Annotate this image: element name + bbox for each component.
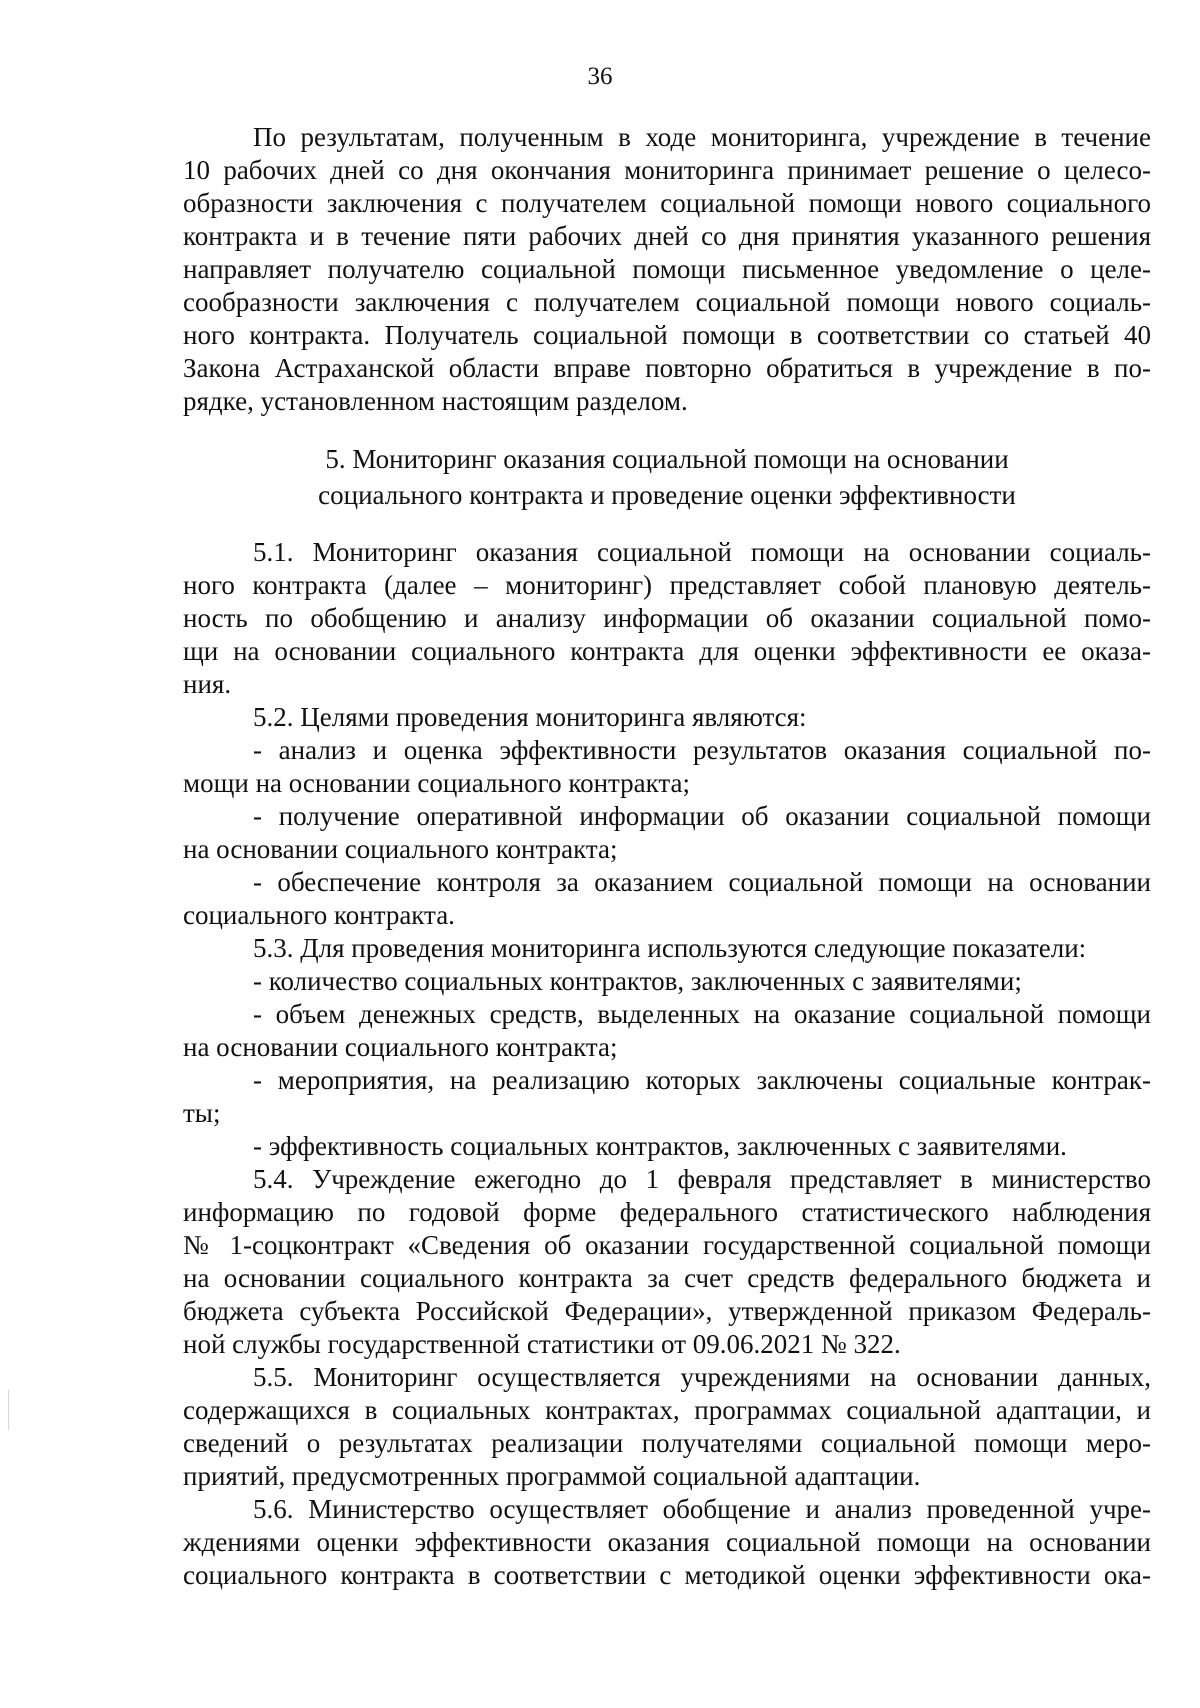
- text-line: ного контракта (далее – мониторинг) представляет собой плановую деятель-: [183, 570, 1151, 600]
- list-item-line: - получение оперативной информации об оказании социальной помощи: [253, 801, 1151, 831]
- text-line: По результатам, полученным в ходе мониторинга, учреждение в течение: [253, 122, 1151, 152]
- text-line: бюджета субъекта Российской Федерации», утвержденной приказом Федераль-: [183, 1296, 1151, 1326]
- text-line: рядке, установленном настоящим разделом.: [183, 386, 688, 416]
- text-line: ждениями оценки эффективности оказания социальной помощи на основании: [183, 1527, 1151, 1557]
- text-line: ного контракта. Получатель социальной помощи в соответствии со статьей 40: [183, 320, 1151, 350]
- list-item-line: - мероприятия, на реализацию которых заключены социальные контрак-: [253, 1065, 1151, 1095]
- text-line: приятий, предусмотренных программой социальной адаптации.: [183, 1461, 921, 1491]
- list-item-line: на основании социального контракта;: [183, 1032, 618, 1062]
- document-body: [183, 121, 1151, 1592]
- list-item-line: на основании социального контракта;: [183, 834, 618, 864]
- text-line: контракта и в течение пяти рабочих дней со дня принятия указанного решения: [183, 221, 1151, 251]
- paragraph-5-5: [183, 1361, 1151, 1493]
- text-line: 5.4. Учреждение ежегодно до 1 февраля представляет в министерство: [253, 1164, 1151, 1194]
- paragraph-monitoring-results: [183, 121, 1151, 418]
- page-number: 36: [587, 63, 613, 90]
- heading-line: социального контракта и проведение оценки эффективности: [318, 480, 1016, 510]
- text-line: 5.2. Целями проведения мониторинга являются:: [253, 702, 807, 732]
- list-item-line: социального контракта.: [183, 900, 455, 930]
- text-line: сведений о результатах реализации получателями социальной помощи меро-: [183, 1428, 1151, 1458]
- text-line: информацию по годовой форме федерального статистического наблюдения: [183, 1197, 1151, 1227]
- heading-line: 5. Мониторинг оказания социальной помощи на основании: [325, 444, 1009, 474]
- paragraph-5-6: [183, 1493, 1151, 1592]
- list-item-line: ты;: [183, 1098, 221, 1128]
- text-line: сообразности заключения с получателем социальной помощи нового социаль-: [183, 287, 1151, 317]
- text-line: ность по обобщению и анализу информации об оказании социальной помо-: [183, 603, 1151, 633]
- list-item-line: мощи на основании социального контракта;: [183, 768, 691, 798]
- list-item-line: - анализ и оценка эффективности результатов оказания социальной по-: [253, 735, 1151, 765]
- list-item-line: - объем денежных средств, выделенных на оказание социальной помощи: [253, 999, 1151, 1029]
- paragraph-5-1: [183, 536, 1151, 701]
- text-line: образности заключения с получателем социальной помощи нового социального: [183, 188, 1151, 218]
- text-line: содержащихся в социальных контрактах, программах социальной адаптации, и: [183, 1395, 1151, 1425]
- spacer: [183, 513, 1151, 536]
- list-item-line: - эффективность социальных контрактов, заключенных с заявителями.: [253, 1131, 1067, 1161]
- text-line: щи на основании социального контракта для оценки эффективности ее оказа-: [183, 636, 1151, 666]
- text-line: направляет получателю социальной помощи письменное уведомление о целе-: [183, 254, 1151, 284]
- text-line: 5.6. Министерство осуществляет обобщение и анализ проведенной учре-: [253, 1494, 1151, 1524]
- paragraph-5-2: [183, 701, 1151, 932]
- list-item-line: - обеспечение контроля за оказанием социальной помощи на основании: [253, 867, 1151, 897]
- text-line: Закона Астраханской области вправе повторно обратиться в учреждение в по-: [183, 353, 1151, 383]
- text-line: 5.5. Мониторинг осуществляется учреждениями на основании данных,: [253, 1362, 1151, 1392]
- paragraph-5-3: [183, 932, 1151, 1163]
- text-line: 5.3. Для проведения мониторинга используются следующие показатели:: [253, 933, 1087, 963]
- spacer: [183, 418, 1151, 441]
- list-item-line: - количество социальных контрактов, заключенных с заявителями;: [253, 966, 1022, 996]
- text-line: № 1-соцконтракт «Сведения об оказании государственной социальной помощи: [183, 1230, 1151, 1260]
- text-line: социального контракта в соответствии с методикой оценки эффективности ока-: [183, 1560, 1151, 1590]
- text-line: ния.: [183, 669, 232, 699]
- text-line: 10 рабочих дней со дня окончания мониторинга принимает решение о целесо-: [183, 155, 1151, 185]
- section-heading: [183, 441, 1151, 513]
- text-line: ной службы государственной статистики от 09.06.2021 № 322.: [183, 1329, 901, 1359]
- text-line: на основании социального контракта за счет средств федерального бюджета и: [183, 1263, 1151, 1293]
- scan-artifact: [8, 1390, 9, 1430]
- text-line: 5.1. Мониторинг оказания социальной помощи на основании социаль-: [253, 537, 1151, 567]
- paragraph-5-4: [183, 1163, 1151, 1361]
